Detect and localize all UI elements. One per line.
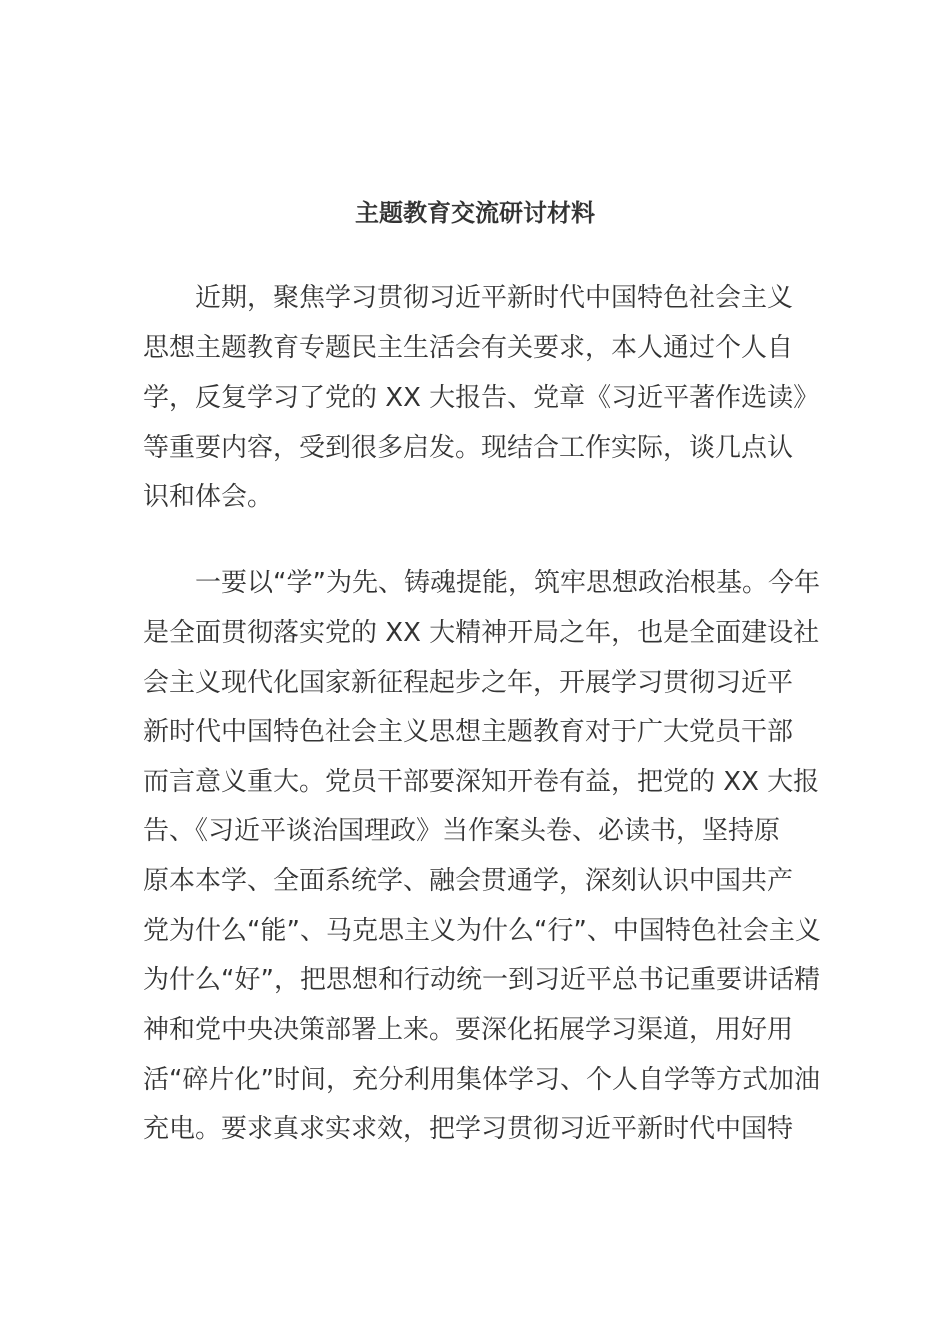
paragraph-line: 神和党中央决策部署上来。要深化拓展学习渠道，用好用 (143, 1015, 794, 1045)
paragraph-line: 识和体会。 (143, 482, 274, 512)
paragraph-line: 原本本学、全面系统学、融会贯通学，深刻认识中国共产 (143, 866, 794, 896)
document-title: 主题教育交流研讨材料 (355, 199, 595, 227)
paragraph-line: 会主义现代化国家新征程起步之年，开展学习贯彻习近平 (143, 668, 794, 698)
paragraph-line: 是全面贯彻落实党的 XX 大精神开局之年，也是全面建设社 (143, 618, 820, 648)
paragraph-line: 为什么“好”，把思想和行动统一到习近平总书记重要讲话精 (143, 965, 820, 995)
paragraph-line: 告、《习近平谈治国理政》当作案头卷、必读书，坚持原 (143, 816, 781, 846)
paragraph-line: 活“碎片化”时间，充分利用集体学习、个人自学等方式加油 (143, 1065, 820, 1095)
paragraph-line: 思想主题教育专题民主生活会有关要求，本人通过个人自 (143, 333, 794, 363)
paragraph-line: 充电。要求真求实求效，把学习贯彻习近平新时代中国特 (143, 1114, 794, 1144)
paragraph-line: 学，反复学习了党的 XX 大报告、党章《习近平著作选读》 (143, 383, 820, 413)
paragraph-line: 一要以“学”为先、铸魂提能，筑牢思想政治根基。今年 (195, 568, 820, 598)
paragraph-line: 党为什么“能”、马克思主义为什么“行”、中国特色社会主义 (143, 916, 821, 946)
paragraph-line: 而言意义重大。党员干部要深知开卷有益，把党的 XX 大报 (143, 767, 820, 797)
paragraph-line: 等重要内容，受到很多启发。现结合工作实际，谈几点认 (143, 433, 794, 463)
paragraph-line: 新时代中国特色社会主义思想主题教育对于广大党员干部 (143, 717, 794, 747)
paragraph-line: 近期，聚焦学习贯彻习近平新时代中国特色社会主义 (195, 283, 794, 313)
